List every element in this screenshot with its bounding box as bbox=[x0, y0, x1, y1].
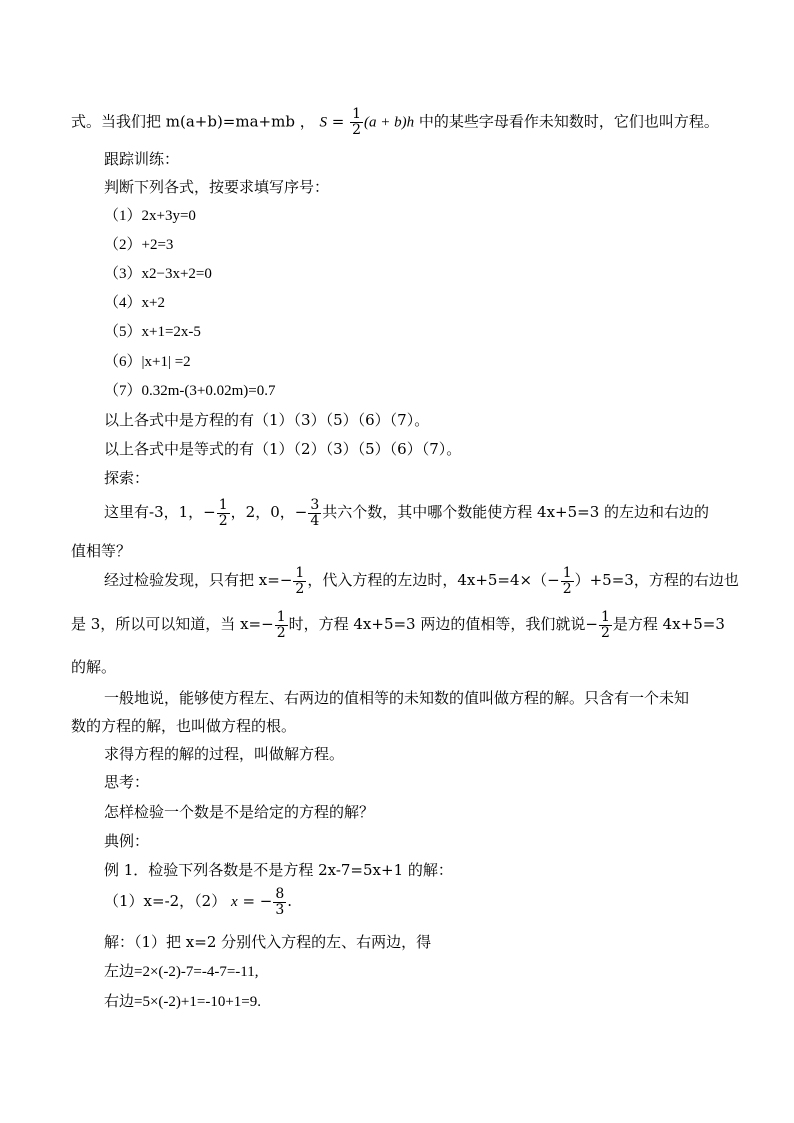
fraction-one-half: $\frac{1}{2}$ bbox=[352, 106, 362, 138]
exercise-item: （2）+2=3 bbox=[104, 237, 174, 253]
exercise-item: （4）x+2 bbox=[104, 295, 165, 311]
fraction-one-half: $\frac{1}{2}$ bbox=[218, 496, 228, 529]
verify-line-1: 经过检验发现，只有把 x=− $\frac{1}{2}$ ，代入方程的左边时，4x+5=4×（− $\frac{1}{2}$ ）+5=3，方程的右边也 bbox=[104, 564, 739, 597]
explore-title: 探索： bbox=[104, 469, 150, 487]
solution-right: 右边=5×(-2)+1=-10+1=9. bbox=[104, 994, 261, 1010]
example-title: 典例： bbox=[104, 832, 150, 850]
think-question: 怎样检验一个数是不是给定的方程的解？ bbox=[104, 803, 375, 821]
fraction-one-half: $\frac{1}{2}$ bbox=[295, 564, 305, 597]
fraction-three-quarters: $\frac{3}{4}$ bbox=[310, 496, 320, 529]
fraction-eight-thirds: $\frac{8}{3}$ bbox=[275, 885, 285, 918]
exercise-item: （3）x2−3x+2=0 bbox=[104, 266, 212, 282]
exercise-item: （6）|x+1| =2 bbox=[104, 354, 191, 370]
definition-line-2: 数的方程的解，也叫做方程的根。 bbox=[71, 717, 297, 735]
example-1-items: （1）x=-2，（2） x = − $\frac{8}{3}$ . bbox=[104, 885, 293, 918]
explore-line: 这里有-3，1，− $\frac{1}{2}$ ，2，0，− $\frac{3}{4}$ 共六个数，其中哪个数能使方程 4x+5=3 的左边和右边的 bbox=[104, 496, 710, 529]
tracking-title: 跟踪训练： bbox=[104, 150, 180, 168]
verify-line-3: 的解。 bbox=[71, 658, 117, 676]
solution-line-1: 解：（1）把 x=2 分别代入方程的左、右两边，得 bbox=[104, 933, 432, 951]
intro-line: 式。当我们把 m(a+b)=ma+mb ， S = $\frac{1}{2}$ (a + b)h 中的某些字母看作未知数时，它们也叫方程。 bbox=[71, 106, 719, 138]
answer-equations: 以上各式中是方程的有（1）（3）（5）（6）（7）。 bbox=[104, 411, 430, 429]
exercise-item: （7）0.32m-(3+0.02m)=0.7 bbox=[104, 383, 276, 399]
fraction-one-half: $\frac{1}{2}$ bbox=[562, 564, 572, 597]
example-1: 例 1．检验下列各数是不是方程 2x-7=5x+1 的解： bbox=[104, 861, 453, 879]
fraction-one-half: $\frac{1}{2}$ bbox=[600, 608, 610, 641]
judge-instruction: 判断下列各式，按要求填写序号： bbox=[104, 178, 330, 196]
definition-line-1: 一般地说，能够使方程左、右两边的值相等的未知数的值叫做方程的解。只含有一个未知 bbox=[104, 689, 690, 707]
think-title: 思考： bbox=[104, 773, 150, 791]
verify-line-2: 是 3，所以可以知道，当 x=− $\frac{1}{2}$ 时，方程 4x+5=3 两边的值相等，我们就说− $\frac{1}{2}$ 是方程 4x+5=3 bbox=[71, 608, 725, 641]
explore-line-2: 值相等？ bbox=[71, 542, 132, 560]
exercise-item: （1）2x+3y=0 bbox=[104, 208, 196, 224]
exercise-item: （5）x+1=2x-5 bbox=[104, 324, 201, 340]
fraction-one-half: $\frac{1}{2}$ bbox=[276, 608, 286, 641]
solving-definition: 求得方程的解的过程，叫做解方程。 bbox=[104, 745, 345, 763]
answer-equalities: 以上各式中是等式的有（1）（2）（3）（5）（6）（7）。 bbox=[104, 440, 462, 458]
solution-left: 左边=2×(-2)-7=-4-7=-11, bbox=[104, 964, 259, 980]
